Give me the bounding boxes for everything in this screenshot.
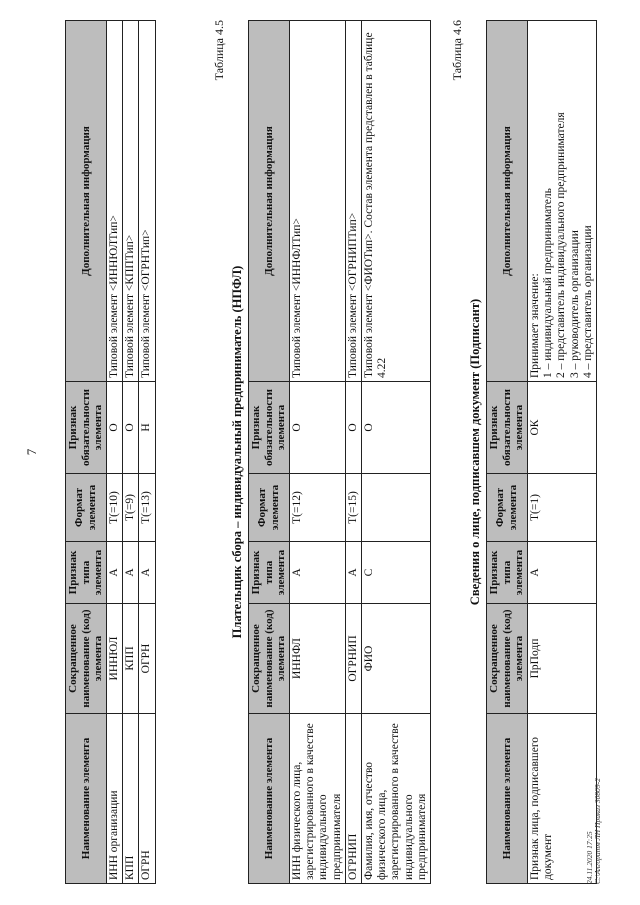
info-line: 3 – руководитель организации — [568, 230, 581, 378]
cell-required: О — [345, 382, 361, 474]
cell-code: ПрПодп — [527, 604, 596, 714]
cell-required: О — [362, 382, 431, 474]
table-row — [123, 21, 139, 884]
info-line: 2 – представитель индивидуального предпринимателя — [555, 112, 568, 378]
header-format: Формат элемента — [66, 474, 107, 542]
table-row — [106, 21, 122, 884]
cell-name: ИНН физического лица, зарегистрированного в качестве индивидуального предпринимателя — [289, 714, 345, 884]
cell-required: О — [106, 382, 122, 474]
table-header-row — [487, 21, 528, 884]
header-required: Признак обязательности элемента — [487, 382, 528, 474]
table-organization — [65, 20, 156, 884]
cell-info: Типовой элемент <ФИОТип>. Состав элемента представлен в таблице 4.22 — [362, 21, 431, 382]
cell-type: А — [139, 542, 155, 604]
cell-code: КПП — [123, 604, 139, 714]
table-caption: Сведения о лице, подписавшем документ (Подписант) — [468, 298, 482, 606]
header-type: Признак типа элемента — [66, 542, 107, 604]
header-name: Наименование элемента — [66, 714, 107, 884]
cell-required: О — [289, 382, 345, 474]
cell-type: А — [527, 542, 596, 604]
cell-name: ИНН организации — [106, 714, 122, 884]
table-row — [527, 21, 596, 884]
table-entrepreneur — [248, 20, 431, 884]
table-signer — [486, 20, 597, 884]
header-format: Формат элемента — [487, 474, 528, 542]
header-required: Признак обязательности элемента — [66, 382, 107, 474]
cell-info: Типовой элемент <ОГРНТип> — [139, 21, 155, 382]
cell-required: ОК — [527, 382, 596, 474]
cell-required: Н — [139, 382, 155, 474]
cell-code: ФИО — [362, 604, 431, 714]
cell-code: ИННЮЛ — [106, 604, 122, 714]
table-label: Таблица 4.5 — [212, 20, 226, 81]
header-type: Признак типа элемента — [249, 542, 290, 604]
table-header-row — [249, 21, 290, 884]
header-code: Сокращенное наименование (код) элемента — [249, 604, 290, 714]
cell-name: Фамилия, имя, отчество физического лица, зарегистрированного в качестве индивидуального предпринимателя — [362, 714, 431, 884]
cell-format — [362, 474, 431, 542]
cell-format: T(=10) — [106, 474, 122, 542]
table-row — [139, 21, 155, 884]
cell-required: О — [123, 382, 139, 474]
cell-name: КПП — [123, 714, 139, 884]
cell-code: ОГРНИП — [345, 604, 361, 714]
header-name: Наименование элемента — [487, 714, 528, 884]
cell-type: А — [123, 542, 139, 604]
table-row — [362, 21, 431, 884]
cell-type: А — [289, 542, 345, 604]
cell-info: Типовой элемент <ОГРНИПТип> — [345, 21, 361, 382]
cell-code: ИННФЛ — [289, 604, 345, 714]
table-caption: Плательщик сбора – индивидуальный предприниматель (НПФЛ) — [230, 265, 244, 639]
cell-format: T(=1) — [527, 474, 596, 542]
cell-format: T(=9) — [123, 474, 139, 542]
cell-name: Признак лица, подписавшего документ — [527, 714, 596, 884]
cell-format: T(=15) — [345, 474, 361, 542]
cell-info — [527, 21, 596, 382]
table-row — [345, 21, 361, 884]
header-format: Формат элемента — [249, 474, 290, 542]
cell-info: Типовой элемент <КППТип> — [123, 21, 139, 382]
header-code: Сокращенное наименование (код) элемента — [487, 604, 528, 714]
cell-format: T(=12) — [289, 474, 345, 542]
footer-date: 24.11.2020 17:25 — [585, 831, 594, 884]
table-header-row — [66, 21, 107, 884]
info-line: 1 – индивидуальный предприниматель — [542, 188, 555, 378]
header-code: Сокращенное наименование (код) элемента — [66, 604, 107, 714]
header-required: Признак обязательности элемента — [249, 382, 290, 474]
cell-name: ОГРН — [139, 714, 155, 884]
rotated-document-page — [20, 12, 620, 892]
info-line: 4 – представитель организации — [581, 225, 594, 378]
cell-type: А — [106, 542, 122, 604]
header-info: Дополнительная информация — [66, 21, 107, 382]
footer-path: С:\Алгоритм ЛН Приказ 30809-2 — [593, 778, 603, 884]
table-label: Таблица 4.6 — [450, 20, 464, 81]
cell-format: T(=13) — [139, 474, 155, 542]
header-type: Признак типа элемента — [487, 542, 528, 604]
cell-type: А — [345, 542, 361, 604]
cell-info: Типовой элемент <ИННФЛТип> — [289, 21, 345, 382]
table-row — [289, 21, 345, 884]
info-line: Принимает значение: — [528, 273, 541, 378]
footer-stamp — [586, 778, 603, 884]
cell-name: ОГРНИП — [345, 714, 361, 884]
cell-type: С — [362, 542, 431, 604]
header-info: Дополнительная информация — [249, 21, 290, 382]
page-number: 7 — [24, 448, 39, 456]
cell-info: Типовой элемент <ИННЮЛТип> — [106, 21, 122, 382]
header-info: Дополнительная информация — [487, 21, 528, 382]
header-name: Наименование элемента — [249, 714, 290, 884]
cell-code: ОГРН — [139, 604, 155, 714]
